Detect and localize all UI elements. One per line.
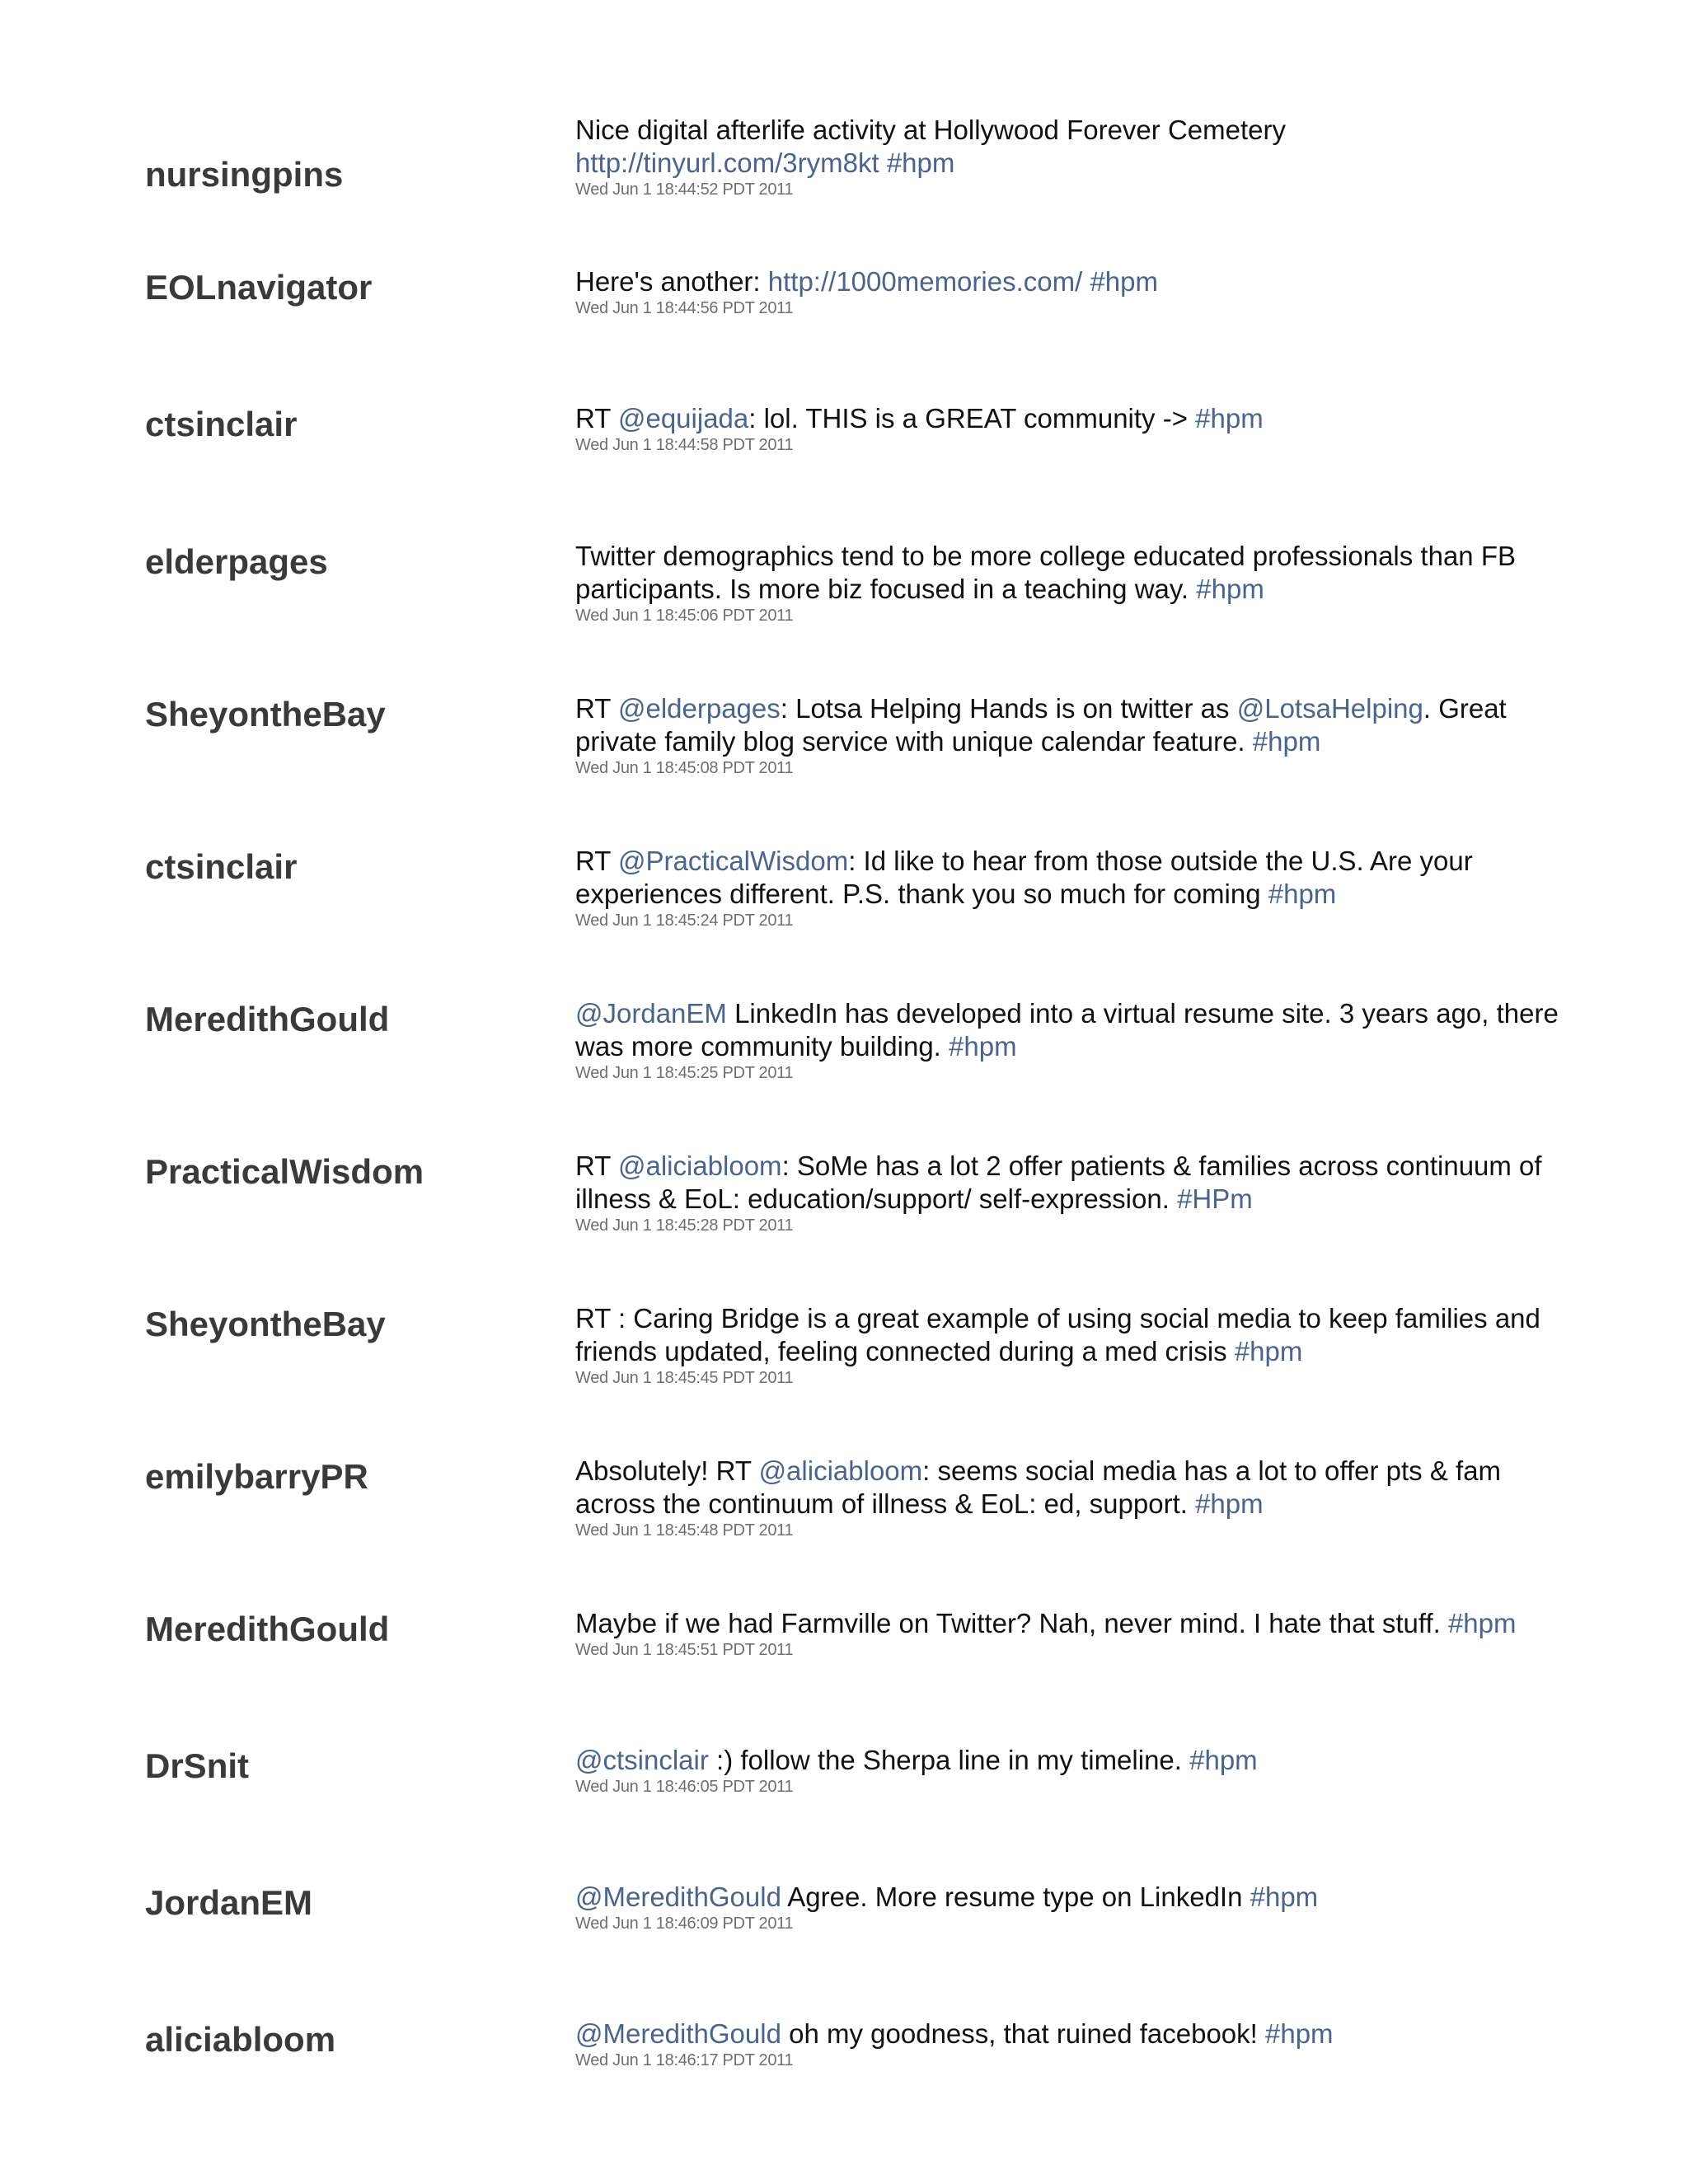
tweet-timestamp: Wed Jun 1 18:45:28 PDT 2011 [575,1216,794,1235]
tweet-text: . Great [1423,693,1507,724]
hashtag-link[interactable]: #hpm [1250,1882,1319,1912]
tweet-timestamp: Wed Jun 1 18:44:58 PDT 2011 [575,436,794,454]
tweet-timestamp: Wed Jun 1 18:44:52 PDT 2011 [575,180,794,199]
tweet-text: Here's another: [575,266,768,297]
hashtag-link[interactable]: #hpm [1265,2018,1334,2049]
tweet-username[interactable]: ctsinclair [145,847,298,886]
tweet-message [575,1455,1564,1521]
tweet-body [575,1744,1564,1797]
tweet-username[interactable]: aliciabloom [145,2020,336,2059]
hashtag-link[interactable]: #hpm [1268,879,1337,909]
tweet-message [575,114,1564,180]
tweet-body [575,1607,1564,1660]
mention-link[interactable]: @JordanEM [575,998,727,1029]
tweet-text: friends updated, feeling connected during a med crisis [575,1336,1235,1366]
tweet-text: oh my goodness, that ruined facebook! [781,2018,1265,2049]
tweet-text: participants. Is more biz focused in a teaching way. [575,574,1197,604]
tweet-timestamp: Wed Jun 1 18:46:05 PDT 2011 [575,1778,794,1796]
tweet-text: RT [575,693,618,724]
tweet-username[interactable]: SheyontheBay [145,695,386,733]
tweet-body [575,540,1564,626]
mention-link[interactable]: @LotsaHelping [1236,693,1423,724]
tweet-username[interactable]: SheyontheBay [145,1305,386,1343]
tweet-username[interactable]: JordanEM [145,1883,313,1922]
tweet-text: : seems social media has a lot to offer pts & fam [922,1455,1502,1486]
hashtag-link[interactable]: #hpm [1234,1336,1303,1366]
mention-link[interactable]: @aliciabloom [617,1151,782,1181]
tweet-message [575,997,1564,1063]
tweet-body [575,845,1564,930]
hashtag-link[interactable]: #hpm [1195,403,1264,434]
tweet-timestamp: Wed Jun 1 18:45:24 PDT 2011 [575,912,794,930]
tweet-text: experiences different. P.S. thank you so much for coming [575,879,1268,909]
url-link[interactable]: http://1000memories.com/ [767,266,1083,297]
tweet-text: Twitter demographics tend to be more college educated professionals than FB [575,541,1516,571]
tweet-username[interactable]: PracticalWisdom [145,1152,424,1191]
hashtag-link[interactable]: #hpm [1195,1488,1264,1519]
tweet-text: RT [575,403,618,434]
tweet-username[interactable]: ctsinclair [145,405,298,443]
tweet-username[interactable]: EOLnavigator [145,268,373,307]
tweet-text: was more community building. [575,1031,950,1062]
tweet-text: private family blog service with unique calendar feature. [575,726,1253,757]
tweet-text: Agree. More resume type on LinkedIn [781,1882,1250,1912]
tweet-text: : SoMe has a lot 2 offer patients & families across continuum of [781,1151,1542,1181]
tweet-text: LinkedIn has developed into a virtual resume site. 3 years ago, there [726,998,1559,1029]
tweet-text: illness & EoL: education/support/ self-expression. [575,1183,1178,1214]
mention-link[interactable]: @aliciabloom [758,1455,923,1486]
hashtag-link[interactable]: #hpm [1090,266,1158,297]
tweet-body [575,1150,1564,1235]
tweet-username[interactable]: elderpages [145,542,328,581]
hashtag-link[interactable]: #HPm [1177,1183,1253,1214]
hashtag-link[interactable]: #hpm [1447,1608,1517,1638]
tweet-username[interactable]: DrSnit [145,1746,249,1785]
url-link[interactable]: http://tinyurl.com/3rym8kt [575,148,879,178]
tweet-text: :) follow the Sherpa line in my timeline. [708,1745,1190,1775]
tweet-timestamp: Wed Jun 1 18:46:17 PDT 2011 [575,2051,794,2069]
tweet-message [575,265,1564,298]
tweet-body [575,265,1564,318]
hashtag-link[interactable]: #hpm [1189,1745,1258,1775]
mention-link[interactable]: @equijada [617,403,749,434]
tweet-timestamp: Wed Jun 1 18:45:45 PDT 2011 [575,1369,794,1387]
tweet-username[interactable]: nursingpins [145,155,344,194]
mention-link[interactable]: @MeredithGould [575,1882,781,1912]
tweet-text: across the continuum of illness & EoL: ed, support. [575,1488,1196,1519]
tweet-timestamp: Wed Jun 1 18:45:08 PDT 2011 [575,759,794,777]
hashtag-link[interactable]: #hpm [1252,726,1321,757]
tweet-message [575,845,1564,911]
tweet-message [575,1744,1564,1777]
tweet-message [575,1607,1564,1640]
tweet-timestamp: Wed Jun 1 18:45:25 PDT 2011 [575,1064,794,1082]
tweet-body [575,1455,1564,1540]
tweet-message [575,2018,1564,2050]
mention-link[interactable]: @PracticalWisdom [617,846,849,876]
tweet-message [575,540,1564,606]
tweet-text [879,148,887,178]
tweet-body [575,692,1564,778]
tweet-username[interactable]: MeredithGould [145,1000,390,1038]
tweet-text: RT [575,846,618,876]
mention-link[interactable]: @ctsinclair [575,1745,709,1775]
tweet-timestamp: Wed Jun 1 18:44:56 PDT 2011 [575,299,794,317]
tweet-text: RT : Caring Bridge is a great example of using social media to keep families and [575,1303,1540,1333]
tweet-body [575,402,1564,455]
tweet-body [575,997,1564,1083]
tweet-text: : lol. THIS is a GREAT community -> [748,403,1196,434]
mention-link[interactable]: @MeredithGould [575,2018,781,2049]
hashtag-link[interactable]: #hpm [949,1031,1017,1062]
tweet-message [575,692,1564,758]
tweet-body [575,114,1564,199]
tweet-text: RT [575,1151,618,1181]
mention-link[interactable]: @elderpages [617,693,781,724]
tweet-username[interactable]: MeredithGould [145,1610,390,1648]
tweet-timestamp: Wed Jun 1 18:45:51 PDT 2011 [575,1641,794,1659]
tweet-timestamp: Wed Jun 1 18:45:06 PDT 2011 [575,607,794,625]
tweet-text: : Id like to hear from those outside the U.S. Are your [848,846,1473,876]
tweet-message [575,402,1564,435]
tweet-body [575,1881,1564,1933]
tweet-message [575,1302,1564,1368]
tweet-timestamp: Wed Jun 1 18:46:09 PDT 2011 [575,1915,794,1933]
tweet-message [575,1150,1564,1216]
tweet-text: Nice digital afterlife activity at Hollywood Forever Cemetery [575,115,1286,145]
tweet-text: : Lotsa Helping Hands is on twitter as [780,693,1237,724]
tweet-text: Absolutely! RT [575,1455,759,1486]
hashtag-link[interactable]: #hpm [886,148,955,178]
tweet-body [575,1302,1564,1388]
tweet-timestamp: Wed Jun 1 18:45:48 PDT 2011 [575,1521,794,1540]
tweet-body [575,2018,1564,2070]
tweet-message [575,1881,1564,1914]
tweet-text: Maybe if we had Farmville on Twitter? Nah, never mind. I hate that stuff. [575,1608,1448,1638]
tweet-username[interactable]: emilybarryPR [145,1457,368,1496]
hashtag-link[interactable]: #hpm [1196,574,1264,604]
